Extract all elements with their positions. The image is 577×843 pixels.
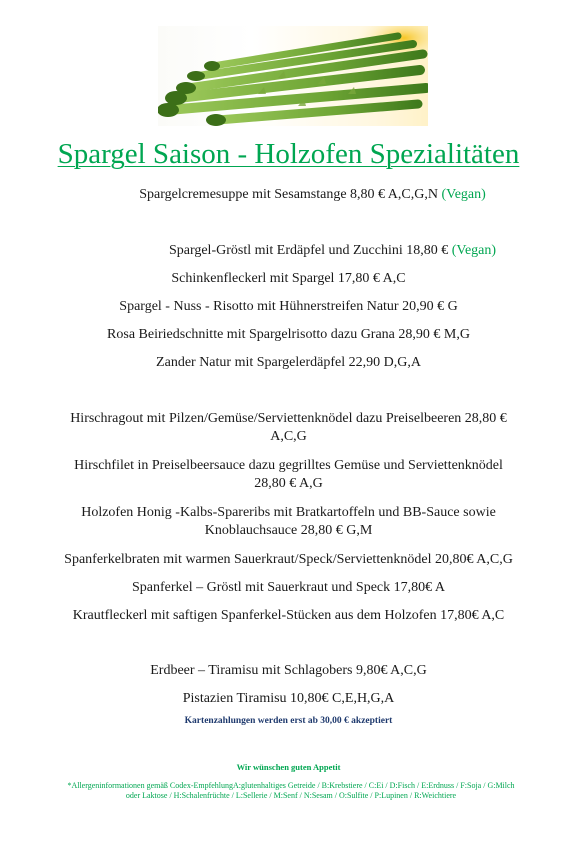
menu-item-pistazien-tiramisu (0, 690, 577, 708)
allergen-info-line: *Allergeninformationen gemäß Codex-EmpfehlungA:glutenhaltiges Getreide / B:Krebstiere / C:Ei / D:Fisch / E:Erdnuss / F:Soja / G:Milch (67, 781, 515, 790)
menu-item-text: Holzofen Honig -Kalbs-Spareribs mit Bratkartoffeln und BB-Sauce sowie (81, 505, 496, 520)
menu-item-text: Spargelcremesuppe mit Sesamstange 8,80 € A,C,G,N (139, 187, 442, 202)
menu-item-erdbeer-tiramisu (0, 662, 577, 680)
asparagus-illustration (158, 26, 428, 126)
menu-item-text: Hirschfilet in Preiselbeersauce dazu gegrilltes Gemüse und Serviettenknödel (74, 458, 503, 473)
menu-item-text: Spargel-Gröstl mit Erdäpfel und Zucchini 18,80 € (168, 243, 452, 258)
payment-note: Kartenzahlungen werden erst ab 30,00 € akzeptiert (184, 716, 393, 726)
menu-item-hirschragout (0, 410, 577, 446)
menu-title (0, 138, 577, 171)
menu-item-price-line: A,C,G (270, 429, 307, 444)
menu-item-text: Spanferkelbraten mit warmen Sauerkraut/Speck/Serviettenknödel 20,80€ A,C,G (64, 552, 513, 567)
menu-item-text: Spanferkel – Gröstl mit Sauerkraut und Speck 17,80€ A (131, 580, 445, 595)
vegan-tag: (Vegan) (451, 243, 497, 258)
menu-item-asparagus-groestl (44, 242, 577, 260)
menu-item-spareribs (0, 504, 577, 540)
menu-item-krautfleckerl (0, 607, 577, 625)
menu-item-text: Pistazien Tiramisu 10,80€ C,E,H,G,A (182, 691, 395, 706)
allergen-info-line: oder Laktose / H:Schalenfrüchte / L:Sellerie / M:Senf / N:Sesam / O:Sulfite / P:Lupinen / R:Weichtiere (125, 791, 457, 800)
menu-item-text: Rosa Beiriedschnitte mit Spargelrisotto dazu Grana 28,90 € M,G (107, 327, 470, 342)
menu-item-price-line: Knoblauchsauce 28,80 € G,M (204, 523, 373, 538)
allergen-info (36, 781, 546, 801)
menu-item-risotto (0, 298, 577, 316)
menu-item-hirschfilet (0, 457, 577, 493)
menu-item-price-line: 28,80 € A,G (254, 476, 323, 491)
menu-item-spanferkel-groestl (0, 579, 577, 597)
menu-item-text: Erdbeer – Tiramisu mit Schlagobers 9,80€ A,C,G (150, 663, 427, 678)
menu-item-text: Spargel - Nuss - Risotto mit Hühnerstreifen Natur 20,90 € G (119, 299, 458, 314)
greeting-note: Wir wünschen guten Appetit (236, 762, 341, 772)
menu-item-zander (0, 354, 577, 372)
menu-item-spanferkelbraten (0, 551, 577, 569)
menu-title-text: Spargel Saison - Holzofen Spezialitäten (57, 138, 520, 170)
menu-item-text: Hirschragout mit Pilzen/Gemüse/Serviettenknödel dazu Preiselbeeren 28,80 € (70, 411, 507, 426)
asparagus-hero-image (158, 26, 428, 126)
menu-item-text: Zander Natur mit Spargelerdäpfel 22,90 D,G,A (156, 355, 421, 370)
menu-item-text: Schinkenfleckerl mit Spargel 17,80 € A,C (171, 271, 406, 286)
menu-item-beiriedschnitte (0, 326, 577, 344)
menu-item-text: Krautfleckerl mit saftigen Spanferkel-Stücken aus dem Holzofen 17,80€ A,C (72, 608, 505, 623)
menu-item-schinkenfleckerl (0, 270, 577, 288)
vegan-tag: (Vegan) (441, 187, 486, 202)
menu-item-asparagus-soup (24, 186, 577, 204)
